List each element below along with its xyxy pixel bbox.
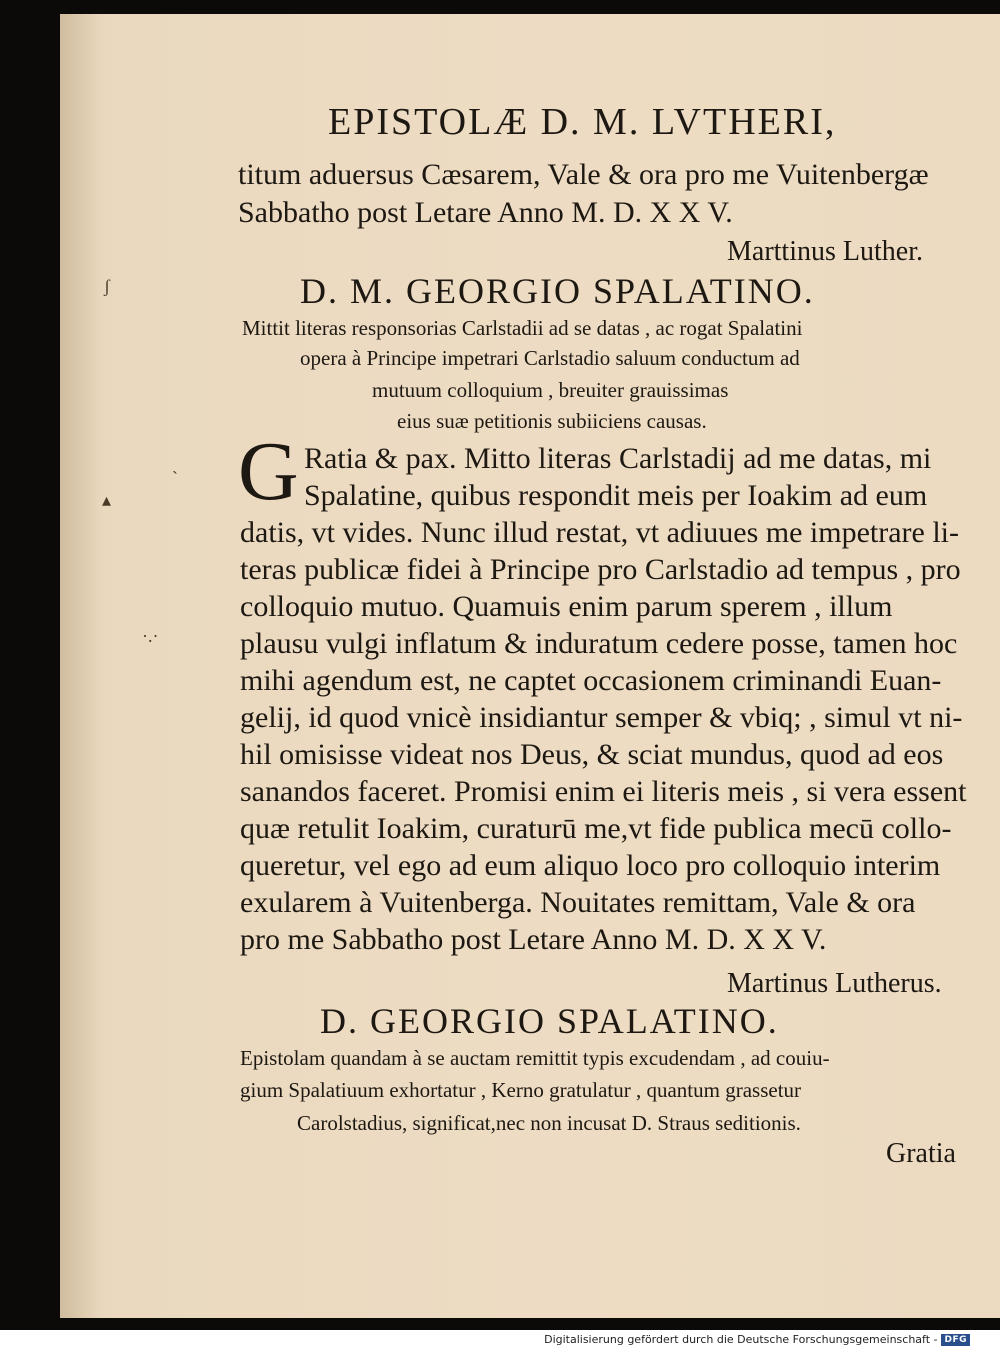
book-page <box>60 14 1000 1318</box>
margin-mark-icon: ʃ <box>104 276 110 296</box>
summary-line: mutuum colloquium , breuiter grauissimas <box>372 378 729 402</box>
summary-line: eius suæ petitionis subiiciens causas. <box>397 409 707 433</box>
summary-line: Mittit literas responsorias Carlstadii ad se datas , ac rogat Spalatini <box>242 316 803 340</box>
dfg-logo: DFG <box>941 1334 970 1346</box>
summary-line: opera à Principe impetrari Carlstadio saluum conductum ad <box>300 346 800 370</box>
letter-heading: D. M. GEORGIO SPALATINO. <box>300 271 815 311</box>
catchword: Gratia <box>886 1138 956 1169</box>
summary-line: gium Spalatiuum exhortatur , Kerno gratulatur , quantum grassetur <box>240 1078 802 1102</box>
running-head: EPISTOLÆ D. M. LVTHERI, <box>328 101 837 143</box>
body-line: sanandos faceret. Promisi enim ei literis meis , si vera essent <box>240 775 967 808</box>
body-line: gelij, id quod vnicè insidiantur semper & vbiq; , simul vt ni- <box>240 701 963 734</box>
body-line: plausu vulgi inflatum & induratum cedere posse, tamen hoc <box>240 627 958 660</box>
summary-line: Carolstadius, significat,nec non incusat D. Straus seditionis. <box>297 1111 801 1135</box>
letter-heading: D. GEORGIO SPALATINO. <box>320 1001 779 1041</box>
signature: Martinus Lutherus. <box>727 968 942 999</box>
page-footer <box>544 1333 970 1346</box>
body-line: queretur, vel ego ad eum aliquo loco pro colloquio interim <box>240 849 941 882</box>
body-line: Spalatine, quibus respondit meis per Ioakim ad eum <box>304 479 928 512</box>
body-line: hil omisisse videat nos Deus, & sciat mundus, quod ad eos <box>240 738 944 771</box>
summary-line: Epistolam quandam à se auctam remittit typis excudendam , ad couiu- <box>240 1046 830 1070</box>
body-line: Ratia & pax. Mitto literas Carlstadij ad me datas, mi <box>304 442 932 475</box>
drop-cap: G <box>238 425 299 518</box>
body-line: pro me Sabbatho post Letare Anno M. D. X X V. <box>240 923 827 956</box>
margin-mark-icon: ·.· <box>142 626 159 646</box>
margin-mark-icon: ▴ <box>102 490 112 510</box>
body-line: colloquio mutuo. Quamuis enim parum sperem , illum <box>240 590 893 623</box>
margin-mark-icon: ˏ <box>172 454 178 474</box>
body-line: quæ retulit Ioakim, curaturū me,vt fide publica mecū collo- <box>240 812 952 845</box>
body-line: datis, vt vides. Nunc illud restat, vt adiuues me impetrare li- <box>240 516 959 549</box>
text-line: titum aduersus Cæsarem, Vale & ora pro me Vuitenbergæ <box>238 158 929 191</box>
signature: Marttinus Luther. <box>727 236 923 267</box>
body-line: exularem à Vuitenberga. Nouitates remittam, Vale & ora <box>240 886 916 919</box>
body-line: teras publicæ fidei à Principe pro Carlstadio ad tempus , pro <box>240 553 961 586</box>
digitization-credit: Digitalisierung gefördert durch die Deutsche Forschungsgemeinschaft - <box>544 1333 938 1346</box>
body-line: mihi agendum est, ne captet occasionem criminandi Euan- <box>240 664 942 697</box>
text-line: Sabbatho post Letare Anno M. D. X X V. <box>238 196 733 229</box>
